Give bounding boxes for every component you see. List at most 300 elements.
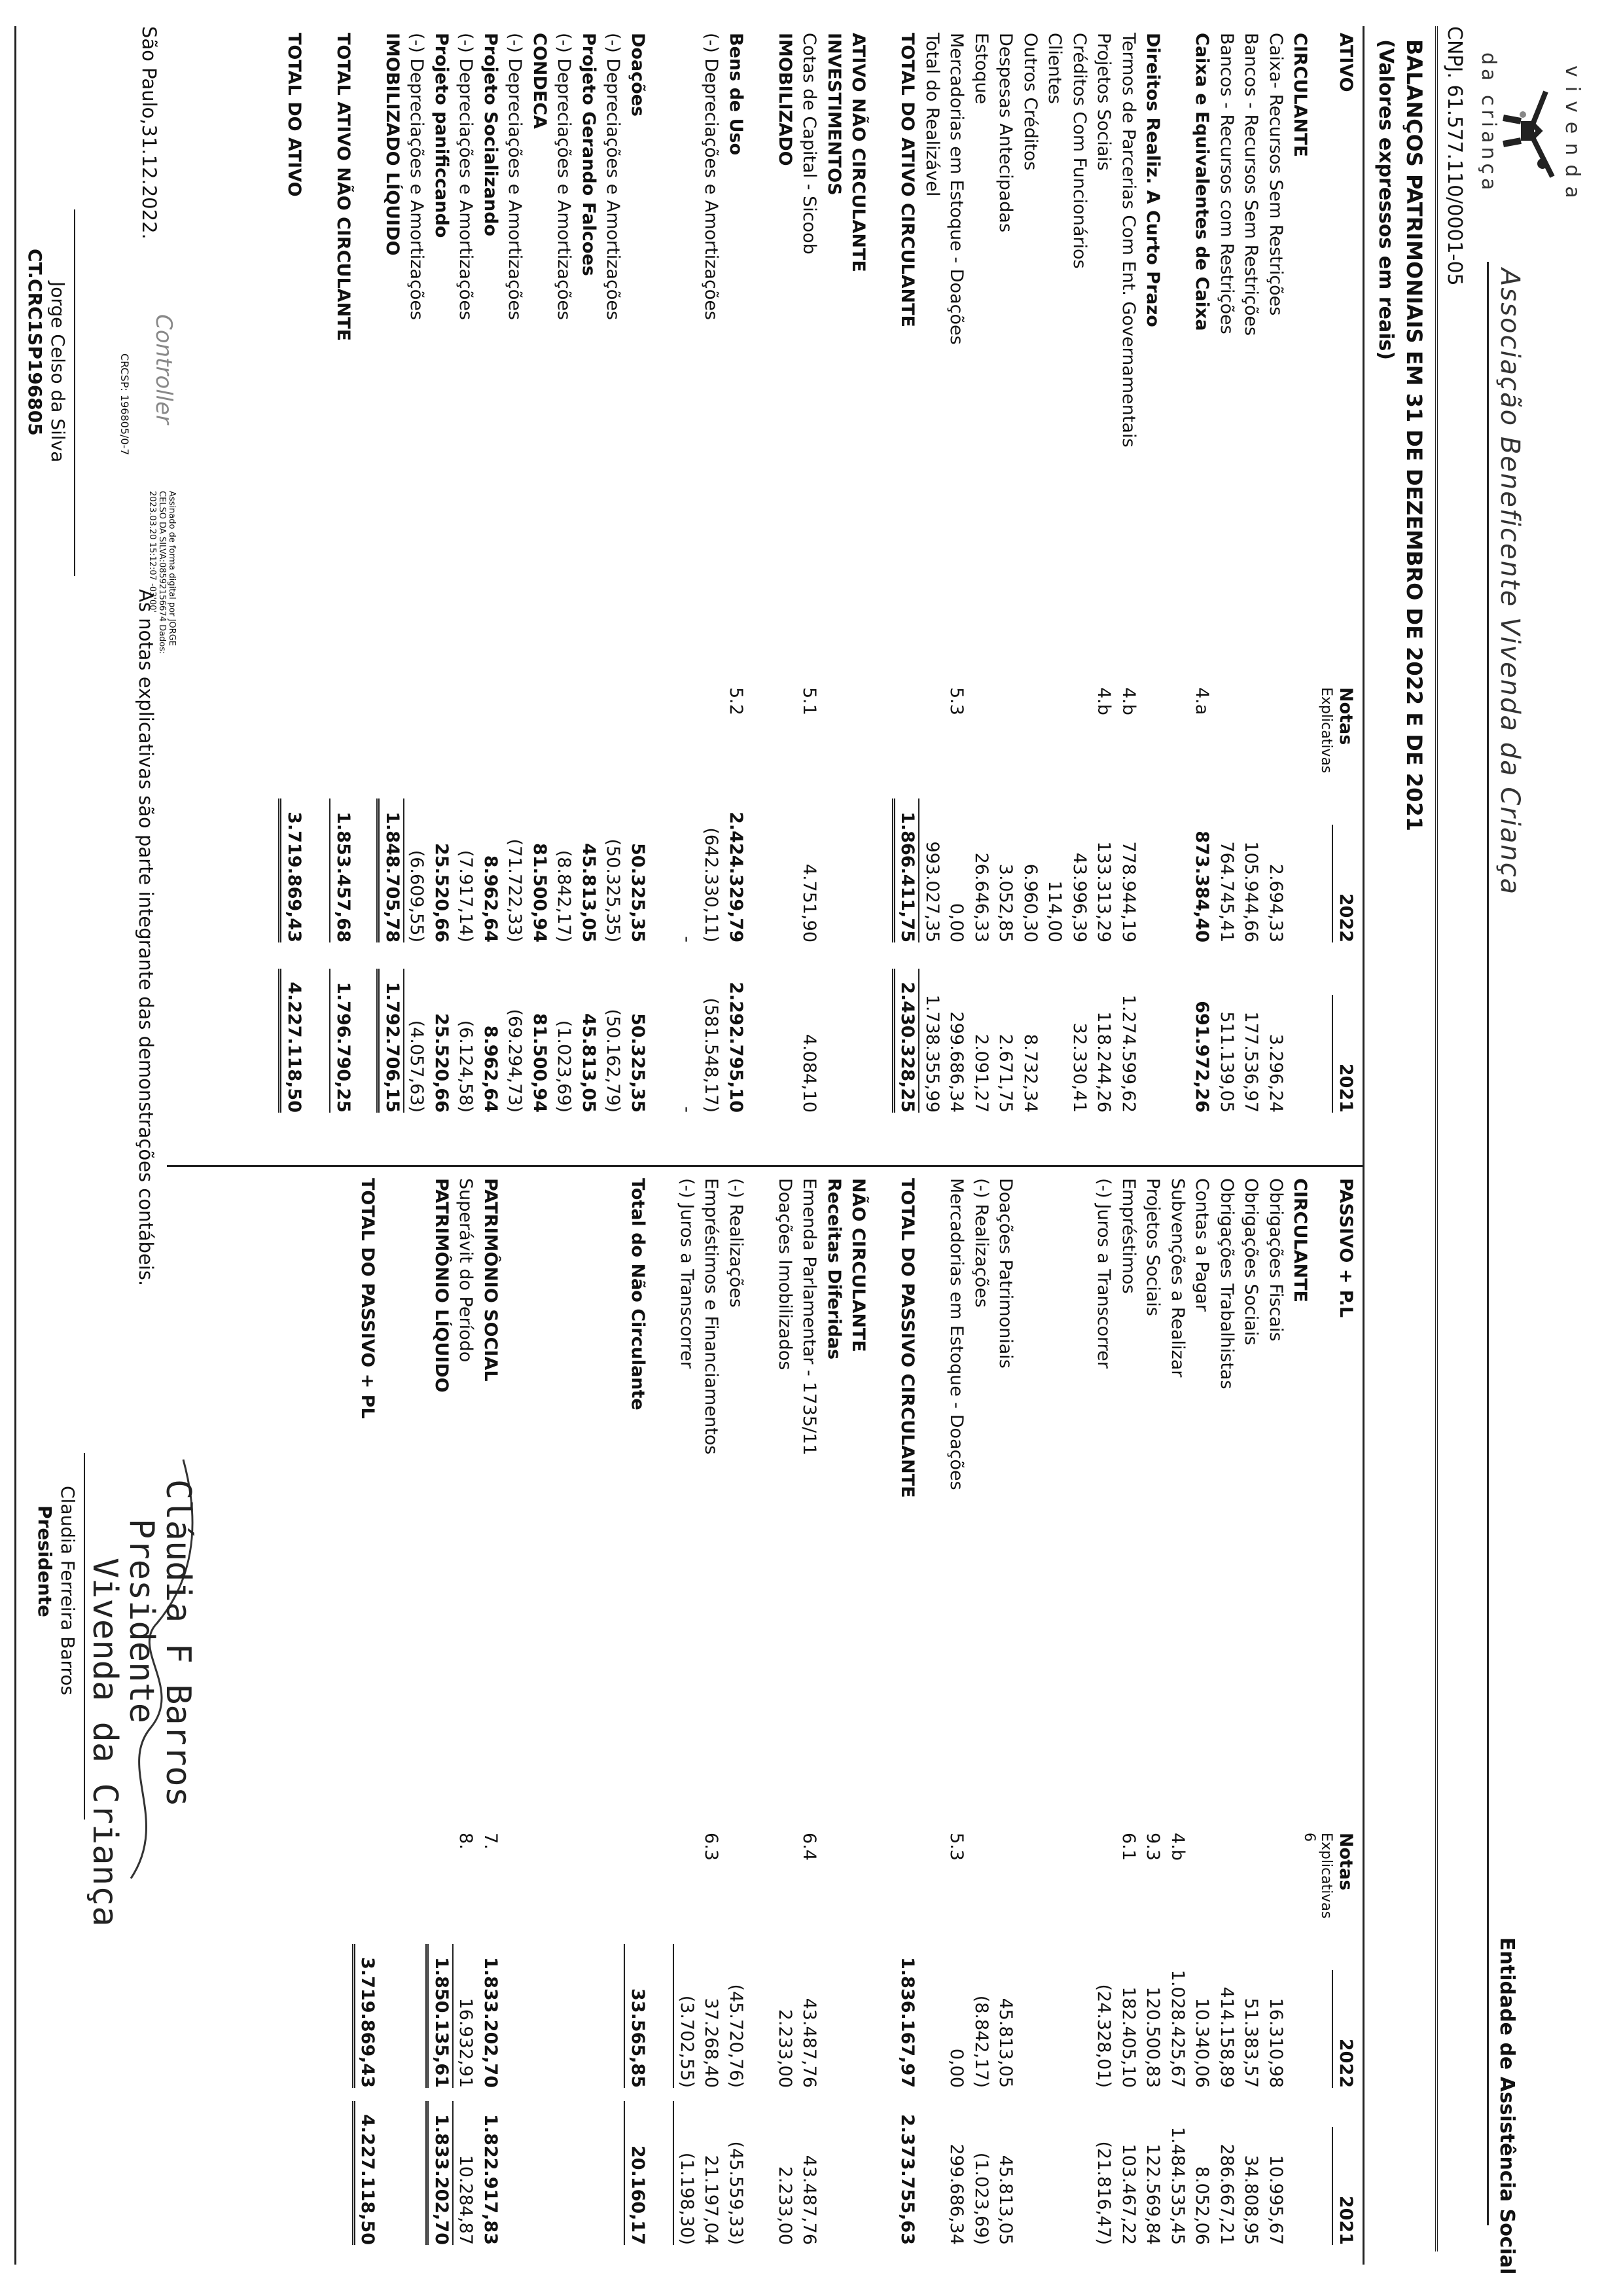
logo-text-bottom: da criança (1477, 52, 1500, 194)
row-label: Direitos Realiz. A Curto Prazo (1143, 33, 1164, 327)
row-label: Projeto Socializando (480, 33, 501, 237)
row-label: Projeto Gerando Falcoes (579, 33, 599, 276)
table-row (1288, 33, 1313, 1145)
stamp-line: Vivenda da Criança (85, 1558, 124, 1927)
value-2021: 2.430.328,25 (892, 969, 920, 1113)
row-note: 5.3 (946, 1833, 967, 1861)
value-2021: 10.995,67 (1266, 2155, 1286, 2245)
table-row (1043, 1178, 1067, 2265)
value-2021: 1.792.706,15 (377, 969, 405, 1113)
table-top-divider (1363, 26, 1364, 2265)
row-note: 5.1 (799, 687, 820, 715)
value-2022: 3.719.869,43 (352, 1944, 380, 2088)
row-label: TOTAL DO PASSIVO CIRCULANTE (897, 1178, 918, 1498)
row-label: (-) Depreciações e Amortizações (603, 33, 624, 321)
value-2021: (4.057,63) (403, 969, 429, 1113)
value-2022: (8.842,17) (554, 850, 575, 942)
table-row (675, 1178, 700, 2265)
value-2021: 177.536,97 (1241, 1011, 1262, 1113)
row-note: 6.4 (799, 1833, 820, 1861)
footnote: As notas explicativas são parte integrante das demonstrações contábeis. (135, 589, 157, 1287)
value-2022: 43.996,39 (1069, 852, 1090, 942)
row-label: Subvenções a Realizar (1168, 1178, 1188, 1378)
document-subtitle: (Valores expressos em reais) (1374, 39, 1397, 361)
notes-sub-2: 6 (1301, 1833, 1318, 1842)
value-2021: - (677, 1106, 697, 1113)
passivo-heading: PASSIVO + P.L (1336, 1178, 1356, 1318)
value-2021: 4.227.118,50 (279, 969, 307, 1113)
table-row (1190, 1178, 1215, 2265)
table-row (846, 1178, 871, 2265)
value-2021: 103.467,22 (1118, 2144, 1139, 2245)
value-2022: 2.424.329,79 (726, 812, 746, 942)
notes-label: Notas (1336, 687, 1356, 745)
table-row (773, 1178, 798, 2265)
vivenda-logo (1472, 26, 1584, 242)
value-2021: (21.816,47) (1094, 2141, 1115, 2245)
value-2022: 1.850.135,61 (426, 1944, 454, 2088)
table-row (1215, 33, 1240, 1145)
value-2022: 993.027,35 (919, 798, 945, 942)
table-row (1092, 1178, 1116, 2265)
table-row (993, 1178, 1018, 2265)
table-row (1067, 1178, 1092, 2265)
value-2021: 2.233,00 (775, 2166, 795, 2245)
value-2021: 2.671,75 (995, 1033, 1016, 1113)
notes-sub: Explicativas (1318, 687, 1335, 774)
digital-signature (105, 314, 177, 655)
value-2022: 2.694,33 (1266, 863, 1286, 942)
value-2021: 20.160,17 (624, 2101, 651, 2245)
row-label: ATIVO NÃO CIRCULANTE (848, 33, 869, 272)
ativo-section (282, 33, 1359, 1145)
value-2022: (24.328,01) (1094, 1984, 1115, 2088)
row-label: Doações Imobilizados (775, 1178, 795, 1371)
row-label: Obrigações Trabalhistas (1217, 1178, 1237, 1390)
row-label: Projetos Sociais (1094, 33, 1115, 171)
value-2021: 1.738.355,99 (919, 969, 945, 1113)
value-2022: 25.520,66 (431, 842, 452, 942)
value-2021: 511.139,05 (1217, 1011, 1237, 1113)
value-2022: 1.853.457,68 (330, 798, 356, 942)
table-row (871, 33, 896, 1145)
value-2021: 32.330,41 (1069, 1022, 1090, 1113)
table-row (527, 1178, 552, 2265)
row-label: (-) Depreciações e Amortizações (554, 33, 575, 321)
value-2022: 764.745,41 (1217, 841, 1237, 942)
controller-logo: Controller (151, 314, 177, 424)
table-row (822, 1178, 847, 2265)
row-label: Projeto panificcando (431, 33, 452, 238)
accountant-crc: CT.CRC1SP196805 (24, 249, 46, 436)
value-2021: (50.162,79) (603, 1009, 624, 1113)
row-label: (-) Juros a Transcorrer (677, 1178, 697, 1369)
table-row (478, 1178, 503, 2265)
row-label: Outros Créditos (1020, 33, 1041, 171)
row-label: Total do Realizável (922, 33, 942, 197)
row-label: Receitas Diferidas (824, 1178, 844, 1360)
value-2022: (642.330,11) (701, 827, 722, 942)
value-2022: 1.836.167,97 (897, 1957, 918, 2088)
row-label: (-) Realizações (971, 1178, 991, 1308)
value-2022: (3.702,55) (673, 1944, 700, 2088)
value-2021: (1.023,69) (971, 2152, 991, 2245)
value-2021: 25.520,66 (431, 1013, 452, 1113)
row-label: TOTAL DO ATIVO CIRCULANTE (897, 33, 918, 327)
row-note: 7. (480, 1833, 501, 1850)
row-label: CIRCULANTE (1290, 1178, 1311, 1302)
row-label: (-) Depreciações e Amortizações (505, 33, 526, 321)
table-row (1190, 33, 1215, 1145)
row-label: Mercadorias em Estoque - Doações (946, 1178, 967, 1490)
table-row (404, 33, 429, 1145)
row-label: PATRIMÔNIO SOCIAL (480, 1178, 501, 1382)
value-2022: 3.052,85 (995, 863, 1016, 942)
table-row (944, 33, 969, 1145)
value-2021: 8.732,34 (1020, 1033, 1041, 1113)
value-2021: (1.198,30) (673, 2101, 700, 2245)
row-label: Doações Patrimoniais (995, 1178, 1016, 1369)
value-2022: 778.944,19 (1118, 841, 1139, 942)
row-label: Despesas Antecipadas (995, 33, 1016, 233)
table-row (355, 1178, 380, 2265)
value-2022: 26.646,33 (971, 852, 991, 942)
row-label: Mercadorias em Estoque - Doações (946, 33, 967, 345)
table-row (920, 1178, 945, 2265)
place-date: São Paulo,31.12.2022. (138, 26, 160, 240)
row-label: TOTAL DO ATIVO (284, 33, 304, 197)
value-2021: 299.686,34 (946, 1011, 967, 1113)
table-row (1141, 33, 1166, 1145)
value-2022: 51.383,57 (1241, 1998, 1262, 2088)
table-row (552, 1178, 577, 2265)
value-2022: 16.310,98 (1266, 1998, 1286, 2088)
table-row (552, 33, 577, 1145)
row-label: (-) Depreciações e Amortizações (406, 33, 427, 321)
value-2022: 43.487,76 (799, 1998, 820, 2088)
table-row (1116, 1178, 1141, 2265)
logo-text-top: vivenda (1561, 65, 1584, 207)
value-2022: 3.719.869,43 (279, 798, 307, 942)
row-label: TOTAL DO PASSIVO + PL (357, 1178, 378, 1419)
row-note: 4.a (1192, 687, 1213, 715)
row-label: INVESTIMENTOS (824, 33, 844, 196)
value-2022: 1.028.425,67 (1168, 1969, 1188, 2088)
table-row (1043, 33, 1067, 1145)
table-row (699, 1178, 724, 2265)
value-2021: (581.548,17) (701, 997, 722, 1113)
row-note: 4.b (1094, 687, 1115, 715)
value-2022: (7.917,14) (455, 850, 476, 942)
value-2021: 1.274.599,62 (1118, 994, 1139, 1113)
value-2021: 2.292.795,10 (726, 982, 746, 1113)
row-label: (-) Depreciações e Amortizações (701, 33, 722, 321)
stamp-line: Presidente (122, 1518, 161, 1724)
value-2021: 2.091,27 (971, 1033, 991, 1113)
row-label: (-) Realizações (726, 1178, 746, 1308)
row-label: Cotas de Capital - Sicoob (799, 33, 820, 255)
row-label: Obrigações Sociais (1241, 1178, 1262, 1346)
row-note: 6.3 (701, 1833, 722, 1861)
notes-label: Notas (1336, 1833, 1356, 1891)
table-row (1166, 33, 1190, 1145)
table-row (331, 33, 356, 1145)
center-divider (167, 1165, 1364, 1167)
passivo-section (355, 1178, 1358, 2265)
value-2022: 50.325,35 (628, 842, 648, 942)
table-row (724, 33, 749, 1145)
table-row (577, 1178, 601, 2265)
value-2021: 1.822.917,83 (480, 2114, 501, 2245)
notes-sub: Explicativas (1318, 1833, 1335, 1919)
table-row (1018, 1178, 1043, 2265)
row-label: Bancos - Recursos Sem Restrições (1241, 33, 1262, 336)
president-name: Claudia Ferreira Barros (57, 1486, 79, 1696)
accountant-signature-line (74, 209, 75, 576)
table-row (1288, 1178, 1313, 2265)
value-2021: 50.325,35 (628, 1013, 648, 1113)
row-label: Caixa e Equivalentes de Caixa (1192, 33, 1213, 331)
table-row (1067, 33, 1092, 1145)
value-2021: 4.227.118,50 (352, 2101, 380, 2245)
row-note: 5.3 (946, 687, 967, 715)
table-row (797, 1178, 822, 2265)
value-2021: (6.124,58) (455, 1020, 476, 1113)
value-2022: 45.813,05 (995, 1998, 1016, 2088)
entity-type: Entidade de Assistência Social (1495, 1937, 1518, 2275)
value-2022: 8.962,64 (480, 855, 501, 942)
row-label: NÃO CIRCULANTE (848, 1178, 869, 1352)
title-divider (1435, 26, 1438, 2251)
table-row (920, 33, 945, 1145)
value-2021: 34.808,95 (1241, 2155, 1262, 2245)
value-2022: 16.932,91 (452, 1944, 478, 2088)
value-2022: 6.960,30 (1020, 863, 1041, 942)
value-2022: 133.313,29 (1094, 841, 1115, 942)
row-label: (-) Juros a Transcorrer (1094, 1178, 1115, 1369)
value-2022: 10.340,06 (1192, 1998, 1213, 2088)
table-row (404, 1178, 429, 2265)
row-label: (-) Depreciações e Amortizações (455, 33, 476, 321)
value-2021: 1.796.790,25 (330, 969, 356, 1113)
value-2022: 414.158,89 (1217, 1986, 1237, 2088)
table-row (650, 33, 675, 1145)
row-label: Obrigações Fiscais (1266, 1178, 1286, 1342)
table-row (969, 33, 994, 1145)
table-row (306, 33, 331, 1145)
president-stamp (86, 1479, 196, 1927)
row-label: IMOBILIZADO LÍQUIDO (382, 33, 402, 256)
row-label: Empréstimos (1118, 1178, 1139, 1294)
digital-signature-text: Assinado de forma digital por JORGE CELSO DA SILVA:08592156674 Dados: 2023.03.20 15:12:07 -03'00' (147, 491, 177, 655)
table-row (1018, 33, 1043, 1145)
document-title: BALANÇOS PATRIMONIAIS EM 31 DE DEZEMBRO DE 2022 E DE 2021 (1402, 39, 1427, 831)
table-row (1239, 1178, 1264, 2265)
row-note: 4.b (1118, 687, 1139, 715)
value-2021: 122.569,84 (1143, 2144, 1164, 2245)
value-2022: 0,00 (946, 903, 967, 942)
col-2022: 2022 (1332, 825, 1359, 942)
col-2021: 2021 (1332, 2127, 1359, 2245)
table-row (380, 33, 405, 1145)
table-row (282, 33, 307, 1145)
row-label: Empréstimos e Financiamentos (701, 1178, 722, 1455)
value-2022: (45.720,76) (726, 1984, 746, 2088)
table-row (601, 1178, 626, 2265)
value-2022: 33.565,85 (624, 1944, 651, 2088)
table-row (650, 1178, 675, 2265)
ativo-heading: ATIVO (1336, 33, 1356, 92)
table-row (503, 33, 527, 1145)
accountant-name: Jorge Celso da Silva (47, 281, 69, 463)
table-row (773, 33, 798, 1145)
value-2021: 45.813,05 (995, 2155, 1016, 2245)
table-row (454, 1178, 478, 2265)
value-2021: 1.833.202,70 (426, 2101, 454, 2245)
table-row (993, 33, 1018, 1145)
value-2022: 105.944,66 (1241, 841, 1262, 942)
table-row (822, 33, 847, 1145)
value-2022: - (677, 936, 697, 942)
cnpj: CNPJ. 61.577.110/0001-05 (1443, 26, 1466, 286)
row-label: Total do Não Circulante (628, 1178, 648, 1410)
row-label: IMOBILIZADO (775, 33, 795, 166)
table-row (355, 33, 380, 1145)
value-2022: 114,00 (1044, 880, 1065, 942)
value-2022: 1.833.202,70 (480, 1957, 501, 2088)
value-2022: (50.325,35) (603, 838, 624, 942)
value-2022: 0,00 (946, 2048, 967, 2088)
table-row (626, 33, 651, 1145)
table-row (969, 1178, 994, 2265)
passivo-header (1334, 1178, 1359, 2265)
row-label: Estoque (971, 33, 991, 105)
value-2021: 8.962,64 (480, 1025, 501, 1113)
children-figure-icon (1500, 85, 1559, 183)
value-2021: 691.972,26 (1192, 1001, 1213, 1113)
col-2021: 2021 (1332, 995, 1359, 1113)
table-row (699, 33, 724, 1145)
value-2022: 45.813,05 (579, 842, 599, 942)
value-2022: 873.384,40 (1192, 831, 1213, 942)
table-row (895, 33, 920, 1145)
table-row (748, 1178, 773, 2265)
value-2021: 81.500,94 (529, 1013, 550, 1113)
value-2021: 2.373.755,63 (897, 2114, 918, 2245)
value-2021: 10.284,87 (452, 2101, 478, 2245)
value-2022: 4.751,90 (799, 863, 820, 942)
table-row (601, 33, 626, 1145)
president-title: Presidente (34, 1505, 56, 1617)
row-label: Créditos Com Funcionários (1069, 33, 1090, 269)
row-label: Bens de Uso (726, 33, 746, 156)
value-2022: (8.842,17) (971, 1995, 991, 2088)
stamp-line: Cláudia F Barros (158, 1479, 198, 1807)
table-row (895, 1178, 920, 2265)
table-row (429, 33, 454, 1145)
table-row (944, 1178, 969, 2265)
value-2022: (6.609,55) (403, 798, 429, 942)
ativo-header (1334, 33, 1359, 1145)
table-row (1116, 33, 1141, 1145)
value-2021: (1.023,69) (554, 1020, 575, 1113)
value-2022: 120.500,83 (1143, 1986, 1164, 2088)
row-label: Clientes (1044, 33, 1065, 104)
value-2021: 45.813,05 (579, 1013, 599, 1113)
table-row (846, 33, 871, 1145)
value-2022: 2.233,00 (775, 2009, 795, 2088)
row-label: Emenda Parlamentar - 1735/11 (799, 1178, 820, 1456)
table-row (675, 33, 700, 1145)
value-2022: 37.268,40 (701, 1998, 722, 2088)
row-label: Contas a Pagar (1192, 1178, 1213, 1312)
table-row (797, 33, 822, 1145)
table-row (527, 33, 552, 1145)
ativo-header-sub (1313, 33, 1334, 1145)
table-row (626, 1178, 651, 2265)
value-2021: 43.487,76 (799, 2155, 820, 2245)
value-2021: 21.197,04 (701, 2155, 722, 2245)
table-row (1264, 1178, 1289, 2265)
table-row (1215, 1178, 1240, 2265)
table-row (577, 33, 601, 1145)
row-label: Termos de Parcerias Com Ent. Governamentais (1118, 33, 1139, 448)
value-2021: 286.667,21 (1217, 2144, 1237, 2245)
digital-crc: CRCSP: 196805/0-7 (118, 353, 131, 456)
president-signature-line (84, 1453, 85, 1820)
row-note: 4.b (1168, 1833, 1188, 1861)
table-row (1166, 1178, 1190, 2265)
table-row (1239, 33, 1264, 1145)
table-row (871, 1178, 896, 2265)
value-2021: (45.559,33) (726, 2141, 746, 2245)
row-label: CONDECA (529, 33, 550, 129)
row-label: Doações (628, 33, 648, 117)
row-note: 8. (455, 1833, 476, 1850)
row-label: PATRIMÔNIO LÍQUIDO (431, 1178, 452, 1393)
table-row (478, 33, 503, 1145)
header-divider (1487, 262, 1489, 2225)
value-2021: 3.296,24 (1266, 1033, 1286, 1113)
col-2022: 2022 (1332, 1970, 1359, 2088)
value-2022: 1.848.705,78 (377, 798, 405, 942)
row-label: TOTAL ATIVO NÃO CIRCULANTE (333, 33, 353, 342)
value-2021: 8.052,06 (1192, 2166, 1213, 2245)
table-row (429, 1178, 454, 2265)
value-2022: (71.722,33) (505, 838, 526, 942)
organization-name: Associação Beneficente Vivenda da Criança (1495, 268, 1525, 896)
value-2022: 182.405,10 (1118, 1986, 1139, 2088)
row-label: Bancos - Recursos com Restrições (1217, 33, 1237, 334)
table-row (380, 1178, 405, 2265)
table-row (503, 1178, 527, 2265)
table-row (724, 1178, 749, 2265)
table-row (748, 33, 773, 1145)
row-note: 5.2 (726, 687, 746, 715)
row-note: 6.1 (1118, 1833, 1139, 1861)
row-label: CIRCULANTE (1290, 33, 1311, 157)
value-2021: 118.244,26 (1094, 1011, 1115, 1113)
row-label: Caixa- Recursos Sem Restrições (1266, 33, 1286, 316)
row-note: 9.3 (1143, 1833, 1164, 1861)
row-label: Superávit do Período (455, 1178, 476, 1363)
value-2022: 81.500,94 (529, 842, 550, 942)
value-2021: 299.686,34 (946, 2144, 967, 2245)
passivo-header-sub (1301, 1178, 1335, 2265)
row-label: Projetos Sociais (1143, 1178, 1164, 1316)
table-row (1141, 1178, 1166, 2265)
value-2021: 1.484.535,45 (1168, 2126, 1188, 2245)
